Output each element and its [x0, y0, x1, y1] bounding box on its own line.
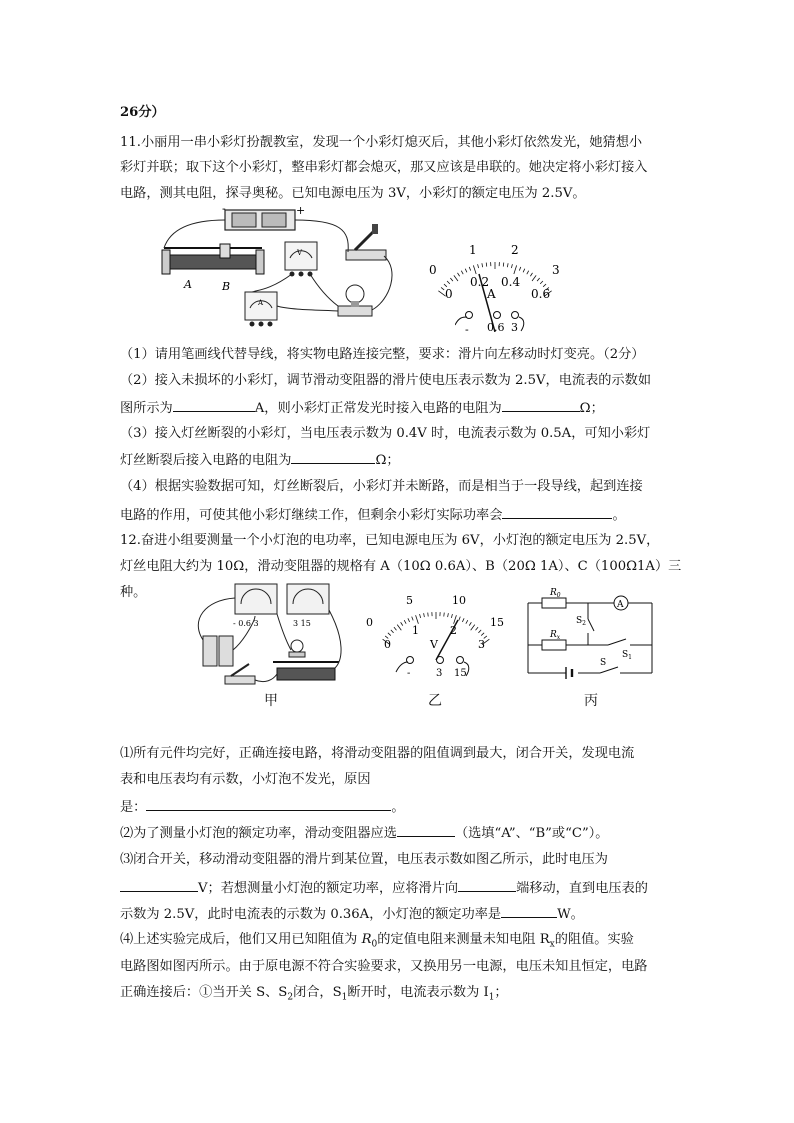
dial-tick [428, 613, 429, 617]
q11-stem-line3: 电路，测其电阻，探寻奥秘。已知电源电压为 3V，小彩灯的额定电压为 2.5V。 [120, 186, 586, 201]
dial-tick [420, 614, 421, 618]
q11-part4-line2: 电路的作用，可使其他小彩灯继续工作，但剩余小彩灯实际功率会 。 [120, 504, 626, 526]
q11-part1: （1）请用笔画线代替导线，将实物电路连接完整，要求：滑片向左移动时灯变亮。（2分） [120, 347, 645, 362]
q11-part2-line2: 图所示为 A，则小彩灯正常发光时接入电路的电阻为 Ω； [120, 397, 604, 419]
terminal-minus: - [465, 323, 469, 335]
q12-part1-line3: 是： 。 [120, 796, 405, 818]
dial-tick [444, 613, 445, 617]
dial-outer-2: 2 [511, 243, 519, 257]
dial-tick [537, 278, 540, 281]
dial-tick [408, 618, 410, 622]
dial-tick [462, 618, 464, 622]
bing-r0-resistor [542, 598, 566, 608]
dial-tick [404, 620, 406, 624]
q12-part3-line3: 示数为 2.5V，此时电流表的示数为 0.36A，小灯泡的额定功率是 W。 [120, 903, 584, 925]
voltmeter [285, 242, 317, 277]
knife-switch [346, 224, 386, 260]
yi-unit-symbol: V [430, 638, 438, 651]
dial-tick [478, 630, 481, 633]
dial-tick [476, 627, 479, 630]
jia-voltmeter [287, 584, 329, 614]
answer-blank-current[interactable] [173, 397, 255, 412]
q12-stem-line3: 种。 [120, 585, 147, 600]
dial-tick [461, 271, 463, 275]
bing-wires [528, 603, 652, 673]
dial-tick [447, 281, 450, 284]
yi-inner-2: 2 [450, 624, 457, 637]
dial-tick [451, 614, 452, 618]
bing-switch-s2 [588, 619, 594, 631]
rheostat-terminal-a-label: A [184, 278, 192, 291]
jia-rheostat [273, 662, 339, 680]
dial-tick [394, 627, 397, 630]
q11-stem-line1: 11.小丽用一串小彩灯扮靓教室，发现一个小彩灯熄灭后，其他小彩灯依然发光，她猜想小 [120, 135, 643, 150]
q12-stem-line2: 灯丝电阻大约为 10Ω，滑动变阻器的规格有 A（10Ω 0.6A）、B（20Ω 1A）、C（100Ω1A）三 [120, 559, 682, 574]
dial-tick [448, 613, 449, 617]
voltmeter-symbol: V [297, 249, 303, 257]
q11-circuit-figure [150, 200, 410, 335]
dial-tick [473, 265, 476, 274]
dial-tick [454, 275, 458, 281]
dial-tick [514, 265, 517, 274]
terminal-3: 3 [511, 321, 518, 334]
dial-tick [471, 625, 475, 631]
answer-blank-reason[interactable] [146, 796, 391, 811]
bulb [338, 285, 372, 316]
fig-bing-schematic [520, 583, 660, 683]
yi-outer-0: 0 [366, 616, 373, 629]
q11-part3-line2: 灯丝断裂后接入电路的电阻为 Ω； [120, 449, 400, 471]
fig-yi-voltmeter-dial [362, 590, 512, 678]
q12-stem-line1: 12.奋进小组要测量一个小灯泡的电功率，已知电源电压为 6V，小灯泡的额定电压为 2.5V， [120, 533, 660, 548]
jia-battery [203, 636, 233, 666]
bing-s2-label: $S_2$ [576, 616, 586, 627]
battery-minus-label: - [222, 202, 226, 215]
dial-tick [397, 625, 401, 631]
yi-inner-0: 0 [384, 638, 391, 651]
dial-inner-06: 0.6 [531, 287, 551, 301]
q12-part3-line2: V；若想测量小灯泡的额定功率，应将滑片向 端移动，直到电压表的 [120, 877, 648, 899]
q11-part4-line1: （4）根据实验数据可知，灯丝断裂后，小彩灯并未断路，而是相当于一段导线，起到连接 [120, 479, 643, 494]
yi-terminal-15: 15 [454, 668, 467, 678]
bing-rx-resistor [542, 640, 566, 650]
dial-tick [441, 287, 444, 290]
answer-blank-rheostat[interactable] [397, 822, 455, 837]
dial-tick [523, 269, 525, 273]
yi-outer-10: 10 [452, 594, 466, 607]
fig-jia-circuit [185, 580, 350, 692]
q11-part3-line1: （3）接入灯丝断裂的小彩灯，当电压表示数为 0.4V 时，电流表示数为 0.5A，可知小彩灯 [120, 426, 651, 441]
ammeter-symbol: A [258, 299, 264, 307]
jia-voltmeter-terminals: 3 15 [293, 619, 311, 628]
jia-ammeter [235, 584, 277, 614]
bing-r0-label: $R_0$ [550, 588, 561, 599]
dial-tick [532, 275, 536, 281]
jia-bulb [289, 640, 305, 657]
q11-part2-line1: （2）接入未损坏的小彩灯，调节滑动变阻器的滑片使电压表示数为 2.5V，电流表的示数如 [120, 373, 652, 388]
svg-text:A: A [617, 600, 624, 610]
dial-inner-0: 0 [445, 287, 453, 301]
ammeter [245, 292, 277, 327]
q12-part4-line2: 电路图如图丙所示。由于原电源不符合实验要求，又换用另一电源，电压未知且恒定，电路 [120, 959, 648, 974]
yi-terminal-minus: - [407, 668, 411, 678]
bing-rx-label: $R_x$ [550, 630, 561, 641]
dial-tick [527, 271, 529, 275]
dial-tick [412, 617, 413, 621]
dial-tick [459, 617, 460, 621]
yi-inner-3: 3 [478, 638, 485, 651]
yi-terminal-3: 3 [436, 668, 443, 678]
yi-inner-1: 1 [412, 624, 419, 637]
dial-tick [450, 278, 453, 281]
dial-inner-02: 0.2 [470, 275, 490, 289]
yi-outer-5: 5 [406, 594, 413, 607]
dial-outer-1: 1 [469, 243, 477, 257]
dial-tick [466, 620, 468, 624]
q12-part2: ⑵为了测量小灯泡的额定功率，滑动变阻器应选 （选填“A”、“B”或“C”）。 [120, 822, 608, 844]
bing-switch-s1 [608, 639, 626, 645]
dial-tick [424, 613, 425, 617]
dial-tick [465, 269, 467, 273]
dial-tick [481, 633, 484, 636]
dial-tick [519, 267, 520, 271]
dial-tick [507, 263, 508, 267]
dial-tick [503, 263, 504, 267]
dial-tick [482, 263, 483, 267]
answer-blank-resistance[interactable] [502, 397, 580, 412]
q12-part4-line1: ⑷上述实验完成后，他们又用已知阻值为 $R_0$的定值电阻来测量未知电阻 $R_x$的阻值。实验 [120, 932, 634, 950]
rheostat-terminal-b-label: B [222, 280, 231, 293]
dial-tick [457, 273, 459, 276]
yi-outer-15: 15 [490, 616, 504, 629]
dial-tick [478, 264, 479, 268]
answer-blank-rated-power[interactable] [501, 903, 557, 918]
dial-tick [540, 281, 543, 284]
dial-outer-3: 3 [552, 263, 560, 277]
bing-s-label: S [600, 658, 607, 668]
answer-blank-voltage[interactable] [120, 877, 198, 892]
dial-tick [401, 622, 403, 625]
dial-tick [469, 622, 471, 625]
dial-unit-symbol: A [487, 287, 496, 301]
jia-switch [225, 664, 255, 684]
answer-blank-direction[interactable] [458, 877, 516, 892]
section-score-tail: 26分） [120, 105, 165, 120]
q11-ammeter-terminals [455, 305, 535, 335]
q12-part3-line1: ⑶闭合开关，移动滑动变阻器的滑片到某位置，电压表示数如图乙所示，此时电压为 [120, 852, 608, 867]
dial-tick [388, 633, 391, 636]
q12-part4-line3: 正确连接后：①当开关 S、$S_2$闭合，$S_1$断开时，电流表示数为 $I_1$； [120, 985, 508, 1003]
answer-blank-power-change[interactable] [502, 504, 612, 519]
answer-blank-broken-resistance[interactable] [291, 449, 375, 464]
dial-outer-0: 0 [429, 263, 437, 277]
q12-part1-line1: ⑴所有元件均完好，正确连接电路，将滑动变阻器的阻值调到最大，闭合开关，发现电流 [120, 746, 635, 761]
dial-tick [511, 264, 512, 268]
fig-bing-caption: 丙 [584, 693, 598, 709]
battery-box [222, 202, 305, 230]
jia-ammeter-terminals: - 0.6 3 [233, 619, 259, 628]
bing-battery [566, 667, 572, 679]
q12-part1-line2: 表和电压表均有示数，小灯泡不发光，原因 [120, 772, 371, 787]
battery-plus-label: + [296, 204, 306, 217]
bing-s1-label: $S_1$ [622, 650, 632, 661]
fig-yi-caption: 乙 [428, 693, 442, 709]
dial-inner-04: 0.4 [501, 275, 521, 289]
dial-tick [416, 615, 419, 624]
q11-stem-line2: 彩灯并联；取下这个小彩灯，整串彩灯都会熄灭，那又应该是串联的。她决定将小彩灯接入 [120, 160, 648, 175]
fig-jia-caption: 甲 [264, 693, 278, 709]
dial-tick [486, 263, 487, 267]
dial-tick [469, 267, 470, 271]
terminal-06: 0.6 [487, 321, 505, 334]
dial-tick [391, 630, 394, 633]
dial-tick [530, 273, 532, 276]
rheostat [162, 244, 264, 293]
